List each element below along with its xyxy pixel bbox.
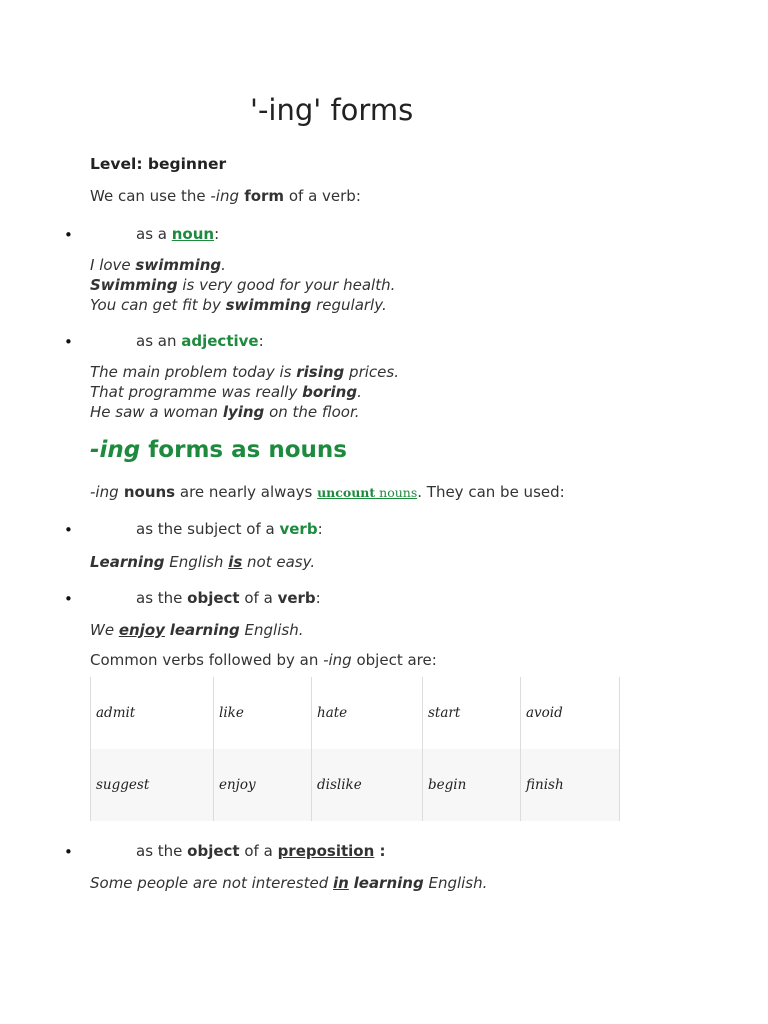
object-point-pre: as the bbox=[136, 589, 188, 607]
page-title: '-ing' forms bbox=[250, 93, 414, 127]
ex-text: He saw a woman bbox=[90, 403, 223, 421]
verb-link[interactable]: verb bbox=[279, 520, 318, 538]
ex-text: You can get fit by bbox=[90, 296, 226, 314]
nouns-link[interactable]: nouns bbox=[375, 485, 418, 500]
ex-text: I love bbox=[90, 256, 136, 274]
bullet-icon: • bbox=[64, 843, 73, 861]
heading-rest: forms as nouns bbox=[140, 437, 347, 463]
ex-text: English. bbox=[239, 621, 304, 639]
ex-text: regularly. bbox=[311, 296, 387, 314]
uncount-link[interactable]: uncount bbox=[317, 485, 376, 500]
ex-bold: learning bbox=[353, 874, 424, 892]
nouns-intro-ing: -ing bbox=[90, 483, 119, 501]
nouns-intro bbox=[90, 483, 565, 501]
table-row bbox=[91, 677, 620, 749]
subject-point-pre: as the subject of a bbox=[136, 520, 280, 538]
ex-bold: learning bbox=[169, 621, 240, 639]
ex-text: English bbox=[164, 553, 229, 571]
intro-form: form bbox=[238, 187, 285, 205]
ex-bold-underline: in bbox=[333, 874, 349, 892]
ex-bold: swimming bbox=[225, 296, 312, 314]
table-cell: finish bbox=[521, 749, 620, 821]
common-verbs-pre: Common verbs followed by an bbox=[90, 651, 324, 669]
ex-bold: rising bbox=[296, 363, 345, 381]
noun-point-post: : bbox=[214, 225, 220, 243]
preposition-example bbox=[90, 873, 487, 893]
noun-example-2 bbox=[90, 275, 395, 295]
noun-example-1 bbox=[90, 255, 395, 275]
ex-text: not easy. bbox=[242, 553, 316, 571]
ex-bold: Swimming bbox=[90, 276, 178, 294]
table-cell: admit bbox=[91, 677, 214, 749]
object-example bbox=[90, 620, 303, 640]
verb-word: verb bbox=[277, 589, 316, 607]
object-word: object bbox=[187, 589, 240, 607]
intro-post: of a verb: bbox=[284, 187, 361, 205]
adjective-point bbox=[136, 332, 264, 350]
noun-link[interactable]: noun bbox=[171, 225, 215, 243]
adj-example-3 bbox=[90, 402, 399, 422]
nouns-intro-post: . They can be used: bbox=[417, 483, 565, 501]
ex-bold: Learning bbox=[90, 553, 165, 571]
object-point bbox=[136, 589, 321, 607]
preposition-point bbox=[136, 842, 386, 860]
common-verbs-ing: -ing bbox=[323, 651, 352, 669]
table-row bbox=[91, 749, 620, 821]
object-point-mid: of a bbox=[239, 589, 278, 607]
table-cell: enjoy bbox=[214, 749, 312, 821]
ex-text: is very good for your health. bbox=[177, 276, 396, 294]
noun-point-pre: as a bbox=[136, 225, 172, 243]
common-verbs-text bbox=[90, 651, 437, 669]
ex-text: English. bbox=[423, 874, 488, 892]
ex-text: on the floor. bbox=[264, 403, 360, 421]
adj-point-post: : bbox=[258, 332, 264, 350]
object-word: object bbox=[187, 842, 240, 860]
ex-text: prices. bbox=[344, 363, 399, 381]
preposition-link[interactable]: preposition bbox=[277, 842, 375, 860]
table-cell: hate bbox=[312, 677, 423, 749]
section-heading bbox=[90, 437, 347, 463]
subject-point-post: : bbox=[317, 520, 323, 538]
table-cell: like bbox=[214, 677, 312, 749]
ex-bold-underline: is bbox=[228, 553, 243, 571]
table-cell: avoid bbox=[521, 677, 620, 749]
intro-ing: -ing bbox=[210, 187, 239, 205]
bullet-icon: • bbox=[64, 333, 73, 351]
ex-text: Some people are not interested bbox=[90, 874, 334, 892]
ex-bold: boring bbox=[302, 383, 358, 401]
ex-text: . bbox=[357, 383, 362, 401]
subject-example bbox=[90, 552, 315, 572]
ex-bold: swimming bbox=[135, 256, 222, 274]
bullet-icon: • bbox=[64, 226, 73, 244]
verbs-table bbox=[90, 677, 620, 821]
table-cell: start bbox=[423, 677, 521, 749]
table-cell: dislike bbox=[312, 749, 423, 821]
ex-bold-underline: enjoy bbox=[118, 621, 165, 639]
noun-point bbox=[136, 225, 219, 243]
bullet-icon: • bbox=[64, 521, 73, 539]
nouns-intro-nouns: nouns bbox=[118, 483, 176, 501]
adj-point-pre: as an bbox=[136, 332, 182, 350]
adj-example-2 bbox=[90, 382, 399, 402]
prep-point-post: : bbox=[374, 842, 386, 860]
ex-text: That programme was really bbox=[90, 383, 303, 401]
adjective-examples bbox=[90, 362, 399, 422]
level-label: Level: beginner bbox=[90, 155, 227, 173]
intro-pre: We can use the bbox=[90, 187, 211, 205]
object-point-post: : bbox=[315, 589, 321, 607]
noun-examples bbox=[90, 255, 395, 315]
table-cell: begin bbox=[423, 749, 521, 821]
adj-example-1 bbox=[90, 362, 399, 382]
ex-text: . bbox=[221, 256, 226, 274]
ex-text: We bbox=[90, 621, 119, 639]
common-verbs-post: object are: bbox=[351, 651, 437, 669]
ex-text: The main problem today is bbox=[90, 363, 297, 381]
table-cell: suggest bbox=[91, 749, 214, 821]
adjective-link[interactable]: adjective bbox=[181, 332, 259, 350]
nouns-intro-mid: are nearly always bbox=[175, 483, 318, 501]
noun-example-3 bbox=[90, 295, 395, 315]
intro-text bbox=[90, 187, 361, 205]
prep-point-pre: as the bbox=[136, 842, 188, 860]
subject-point bbox=[136, 520, 323, 538]
heading-ing: -ing bbox=[90, 437, 141, 463]
prep-point-mid: of a bbox=[239, 842, 278, 860]
bullet-icon: • bbox=[64, 590, 73, 608]
ex-bold: lying bbox=[222, 403, 265, 421]
